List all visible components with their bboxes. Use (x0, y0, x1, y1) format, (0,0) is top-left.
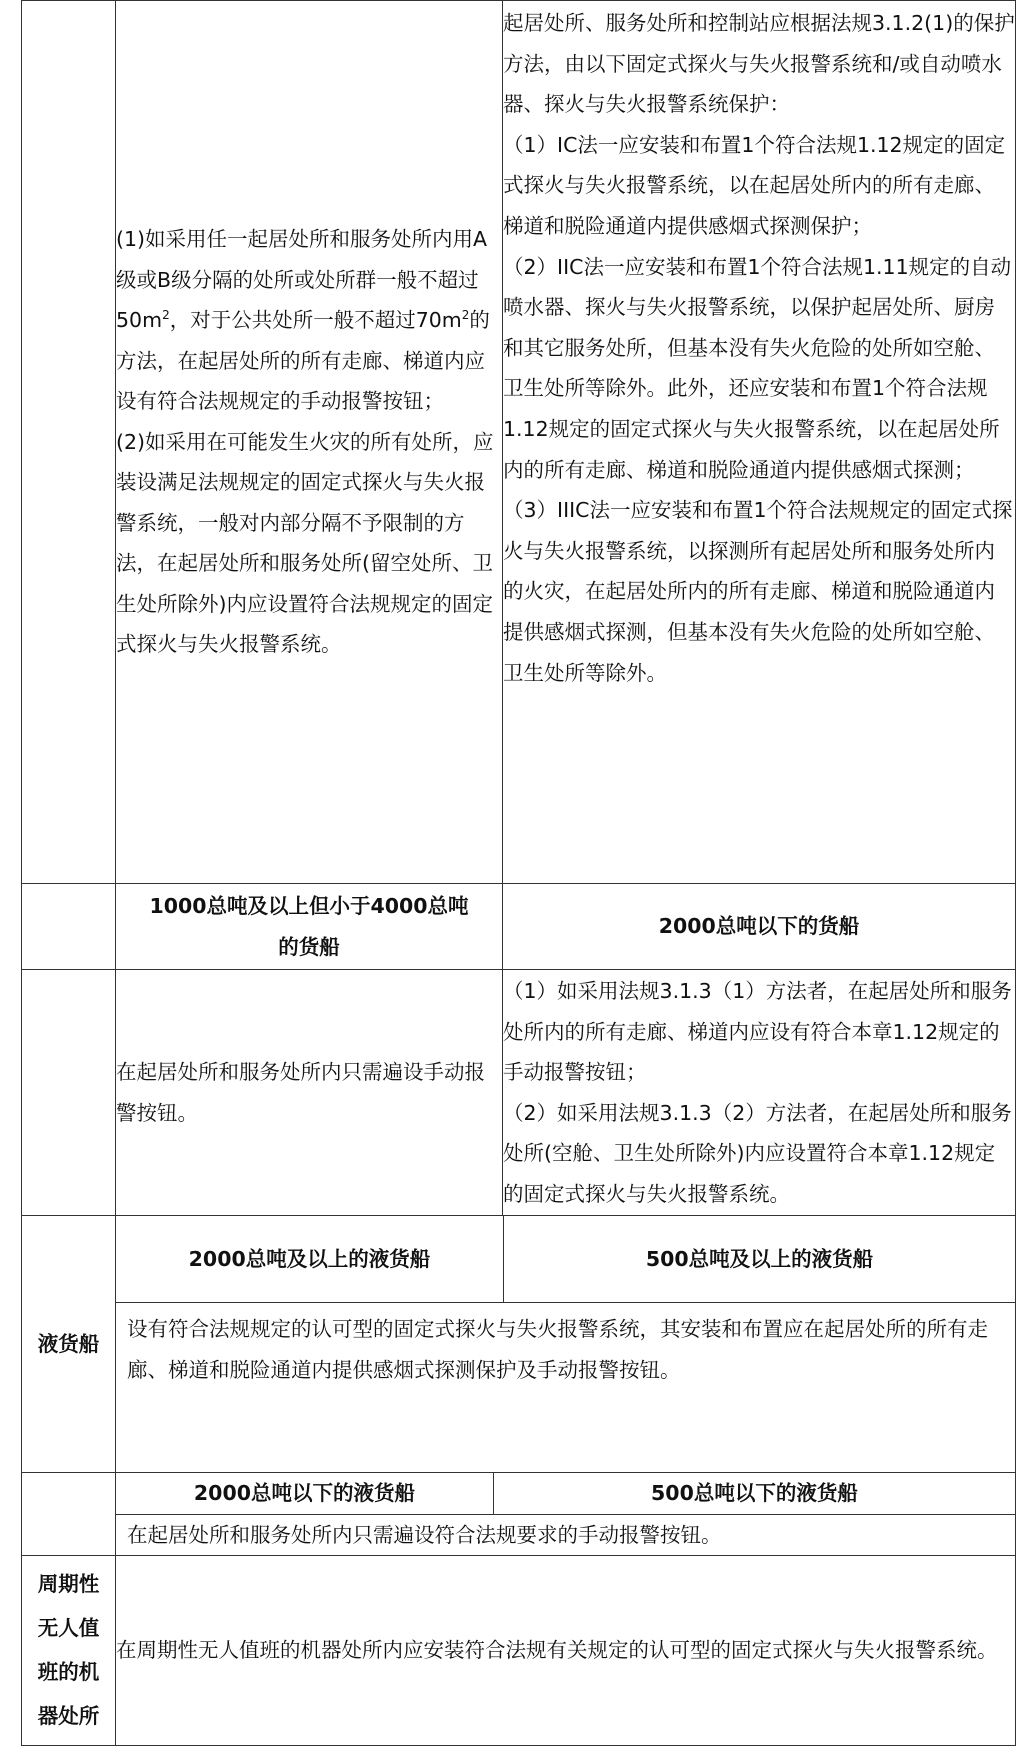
category-tanker-cont (22, 1473, 116, 1556)
methods-left-cell (116, 1, 503, 884)
table-row (22, 1473, 1016, 1556)
left-paragraph-2: (2)如采用在可能发生火灾的所有处所，应装设满足法规规定的固定式探火与失火报警系统，一般对内部分隔不予限制的方法，在起居处所和服务处所(留空处所、卫生处所除外)内应设置符合法规规定的固定式探火与失火报警系统。 (116, 429, 494, 657)
table-row (22, 1555, 1016, 1745)
under-2000-paragraph-2: （2）如采用法规3.1.3（2）方法者，在起居处所和服务处所(空舱、卫生处所除外)内应设置符合本章1.12规定的固定式探火与失火报警系统。 (503, 1100, 1012, 1206)
under-2000-methods-cell (503, 970, 1016, 1216)
category-machinery: 周期性 无人值 班的机 器处所 (22, 1555, 116, 1745)
methods-right-cell (503, 1, 1016, 884)
table-row (22, 884, 1016, 970)
right-paragraph-0: 起居处所、服务处所和控制站应根据法规3.1.2(1)的保护方法，由以下固定式探火与失火报警系统和/或自动喷水器、探火与失火报警系统保护： (503, 11, 1015, 117)
manual-button-cell: 在起居处所和服务处所内只需遍设手动报警按钮。 (116, 970, 503, 1216)
header-under-2000-tanker: 2000总吨以下的液货船 (193, 1481, 415, 1505)
category-cell-cargo-cont (22, 884, 116, 970)
tanker-lower (116, 1473, 1016, 1556)
regulation-table (21, 0, 1016, 1746)
tanker-subtable-2 (116, 1473, 1015, 1514)
header-2000-plus-tanker: 2000总吨及以上的液货船 (188, 1246, 431, 1271)
category-tanker: 液货船 (22, 1216, 116, 1473)
category-cell-cargo (22, 1, 116, 884)
machinery-text: 在周期性无人值班的机器处所内应安装符合法规有关规定的认可型的固定式探火与失火报警系统。 (116, 1555, 1016, 1745)
header-under-2000-cargo: 2000总吨以下的货船 (503, 884, 1016, 970)
tanker-subtable (116, 1216, 1015, 1302)
header-1000-4000-cargo: 1000总吨及以上但小于4000总吨的货船 (116, 884, 503, 970)
category-cell-cargo-cont2 (22, 970, 116, 1216)
left-paragraph-1: (1)如采用任一起居处所和服务处所内用A级或B级分隔的处所或处所群一般不超过$50m^2$，对于公共处所一般不超过$70m^2$的方法，在起居处所的所有走廊、梯道内应设有符合法规规定的手动报警按钮； (116, 227, 490, 414)
tanker-text-2: 在起居处所和服务处所内只需遍设符合法规要求的手动报警按钮。 (116, 1514, 1015, 1555)
table-row (22, 1216, 1016, 1473)
right-paragraph-3: （3）IIIC法一应安装和布置1个符合法规规定的固定式探火与失火报警系统，以探测所有起居处所和服务处所内的火灾，在起居处所内的所有走廊、梯道和脱险通道内提供感烟式探测，但基本没有失火危险的处所如空舱、卫生处所等除外。 (503, 498, 1013, 685)
table-row (22, 1, 1016, 884)
under-2000-paragraph-1: （1）如采用法规3.1.3（1）方法者，在起居处所和服务处所内的所有走廊、梯道内应设有符合本章1.12规定的手动报警按钮； (503, 979, 1012, 1084)
header-500-plus-tanker: 500总吨及以上的液货船 (503, 1216, 1015, 1302)
tanker-content (116, 1216, 1016, 1473)
header-under-500-tanker: 500总吨以下的液货船 (493, 1473, 1015, 1514)
table-row (22, 970, 1016, 1216)
right-paragraph-2: （2）IIC法一应安装和布置1个符合法规1.11规定的自动喷水器、探火与失火报警系统，以保护起居处所、厨房和其它服务处所，但基本没有失火危险的处所如空舱、卫生处所等除外。此外，还应安装和布置1个符合法规1.12规定的固定式探火与失火报警系统，以在起居处所内的所有走廊、梯道和脱险通道内提供感烟式探测； (503, 254, 1012, 482)
right-paragraph-1: （1）IC法一应安装和布置1个符合法规1.12规定的固定式探火与失火报警系统，以在起居处所内的所有走廊、梯道和脱险通道内提供感烟式探测保护； (503, 132, 1006, 238)
tanker-text-1: 设有符合法规规定的认可型的固定式探火与失火报警系统，其安装和布置应在起居处所的所有走廊、梯道和脱险通道内提供感烟式探测保护及手动报警按钮。 (116, 1302, 1015, 1401)
